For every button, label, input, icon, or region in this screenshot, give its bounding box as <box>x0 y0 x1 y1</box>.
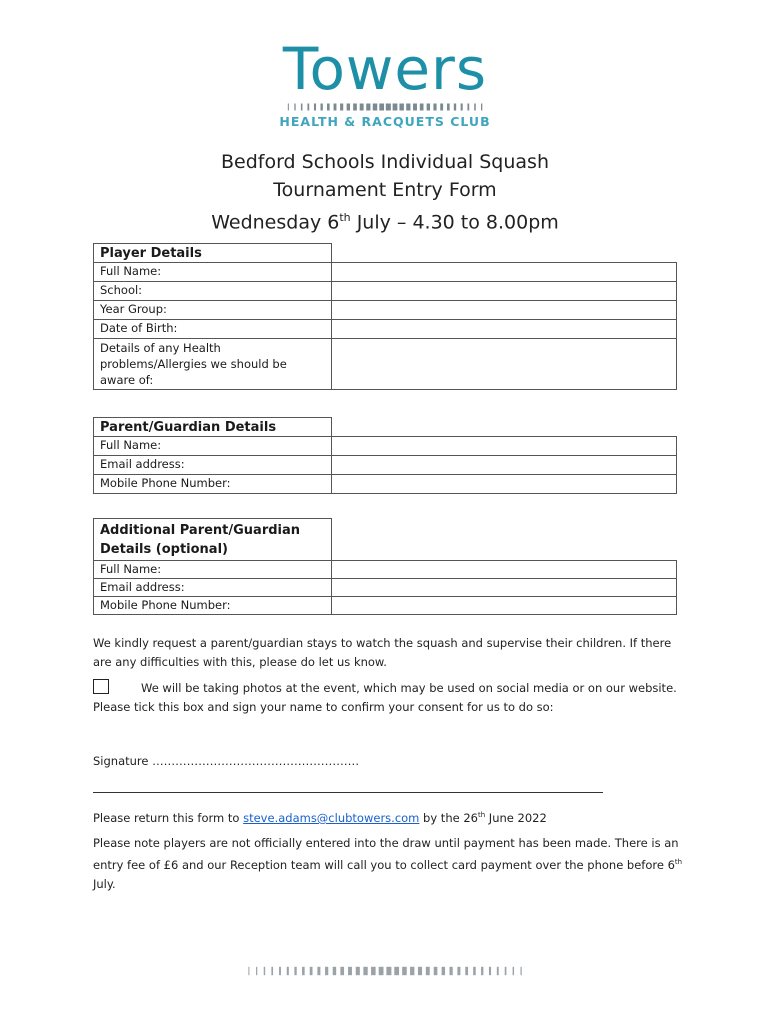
decoration-mark <box>489 967 491 975</box>
player-health-label: Details of any Health problems/Allergies we should be aware of: <box>94 339 332 390</box>
divider-rule <box>93 792 603 793</box>
decoration-mark <box>447 104 450 111</box>
photo-consent-checkbox[interactable] <box>93 679 109 694</box>
photo-consent-line-2: Please tick this box and sign your name to confirm your consent for us to do so: <box>93 700 554 714</box>
decoration-mark <box>340 104 343 111</box>
logo-wordmark: Towers <box>282 35 488 103</box>
additional-full-name-field[interactable] <box>332 561 677 579</box>
player-health-field[interactable] <box>332 339 677 390</box>
decoration-mark <box>264 967 265 975</box>
decoration-mark <box>256 967 257 975</box>
supervision-notice: We kindly request a parent/guardian stays to watch the squash and supervise their children. If there are any difficulties with this, please do let us know. <box>93 636 672 669</box>
decoration-mark <box>373 104 377 111</box>
player-full-name-field[interactable] <box>332 263 677 282</box>
decoration-mark <box>434 967 438 975</box>
parent-details-heading: Parent/Guardian Details <box>94 418 332 437</box>
additional-email-field[interactable] <box>332 579 677 597</box>
decoration-mark <box>399 104 403 111</box>
decoration-mark <box>333 967 336 975</box>
decoration-mark <box>474 104 476 111</box>
player-details-heading: Player Details <box>94 244 332 263</box>
parent-details-table <box>93 417 677 494</box>
decoration-mark <box>457 967 460 975</box>
parent-full-name-label: Full Name: <box>94 437 332 456</box>
decoration-mark <box>271 967 273 975</box>
additional-phone-label: Mobile Phone Number: <box>94 597 332 615</box>
decoration-mark <box>406 104 410 111</box>
decoration-mark <box>467 104 469 111</box>
parent-email-field[interactable] <box>332 456 677 475</box>
decoration-mark <box>473 967 476 975</box>
decoration-mark <box>356 967 360 975</box>
decoration-mark <box>505 967 507 975</box>
club-logo <box>0 35 770 129</box>
decoration-mark <box>248 967 249 975</box>
decoration-mark <box>307 104 309 111</box>
decoration-mark <box>413 104 417 111</box>
additional-parent-heading: Additional Parent/Guardian Details (optional) <box>94 519 332 561</box>
decoration-mark <box>481 967 483 975</box>
decoration-mark <box>334 104 337 111</box>
title-line-1: Bedford Schools Individual Squash <box>220 151 549 173</box>
decoration-mark <box>454 104 456 111</box>
decoration-mark <box>279 967 281 975</box>
decoration-mark <box>461 104 463 111</box>
parent-phone-label: Mobile Phone Number: <box>94 475 332 494</box>
title-line-2: Tournament Entry Form <box>273 179 497 201</box>
decoration-mark <box>314 104 316 111</box>
contact-email-link[interactable]: steve.adams@clubtowers.com <box>243 810 420 825</box>
decoration-mark <box>402 967 407 975</box>
parent-phone-field[interactable] <box>332 475 677 494</box>
player-details-table <box>93 243 677 390</box>
decoration-mark <box>366 104 370 111</box>
additional-phone-field[interactable] <box>332 597 677 615</box>
player-dob-field[interactable] <box>332 320 677 339</box>
decoration-mark <box>288 104 289 111</box>
title-line-3: Wednesday 6th July – 4.30 to 8.00pm <box>211 211 559 234</box>
decoration-mark <box>287 967 289 975</box>
decoration-mark <box>386 967 391 975</box>
player-year-group-field[interactable] <box>332 301 677 320</box>
decoration-mark <box>302 967 305 975</box>
decoration-mark <box>353 104 357 111</box>
decoration-mark <box>420 104 424 111</box>
decoration-mark <box>363 967 367 975</box>
logo-subtitle: HEALTH & RACQUETS CLUB <box>279 114 491 129</box>
decoration-mark <box>301 104 303 111</box>
additional-email-label: Email address: <box>94 579 332 597</box>
decoration-mark <box>426 967 430 975</box>
decoration-mark <box>393 104 398 111</box>
payment-note: Please note players are not officially entered into the draw until payment has been made. There is an entry fee of £6 and our Reception team will call you to collect card payment over the phone before 6th July. <box>93 836 683 891</box>
decoration-mark <box>427 104 430 111</box>
return-instructions: Please return this form to steve.adams@clubtowers.com by the 26th June 2022 <box>93 810 547 825</box>
decoration-mark <box>418 967 422 975</box>
signature-line[interactable]: Signature ……………………………………………… <box>93 754 360 768</box>
decoration-mark <box>379 967 384 975</box>
decoration-mark <box>433 104 436 111</box>
decoration-mark <box>317 967 320 975</box>
parent-email-label: Email address: <box>94 456 332 475</box>
decoration-mark <box>325 967 328 975</box>
parent-full-name-field[interactable] <box>332 437 677 456</box>
player-school-field[interactable] <box>332 282 677 301</box>
decoration-mark <box>371 967 376 975</box>
decoration-mark <box>348 967 352 975</box>
player-dob-label: Date of Birth: <box>94 320 332 339</box>
decoration-mark <box>379 104 384 111</box>
decoration-mark <box>513 967 514 975</box>
decoration-mark <box>347 104 350 111</box>
decoration-mark <box>442 967 445 975</box>
decoration-mark <box>340 967 344 975</box>
logo-dots-decoration <box>285 102 485 112</box>
decoration-mark <box>294 104 295 111</box>
player-year-group-label: Year Group: <box>94 301 332 320</box>
decoration-mark <box>327 104 330 111</box>
decoration-mark <box>450 967 453 975</box>
photo-consent-line-1: We will be taking photos at the event, which may be used on social media or on our website. <box>141 681 677 695</box>
player-full-name-label: Full Name: <box>94 263 332 282</box>
decoration-mark <box>521 967 522 975</box>
additional-full-name-label: Full Name: <box>94 561 332 579</box>
decoration-mark <box>386 104 391 111</box>
decoration-mark <box>321 104 323 111</box>
decoration-mark <box>465 967 468 975</box>
footer-dots-decoration <box>245 965 525 977</box>
decoration-mark <box>497 967 499 975</box>
decoration-mark <box>410 967 414 975</box>
decoration-mark <box>440 104 443 111</box>
decoration-mark <box>360 104 364 111</box>
additional-parent-table <box>93 518 677 615</box>
decoration-mark <box>481 104 482 111</box>
decoration-mark <box>310 967 313 975</box>
decoration-mark <box>294 967 296 975</box>
decoration-mark <box>394 967 399 975</box>
photo-consent <box>93 679 683 717</box>
player-school-label: School: <box>94 282 332 301</box>
form-title <box>0 148 770 236</box>
